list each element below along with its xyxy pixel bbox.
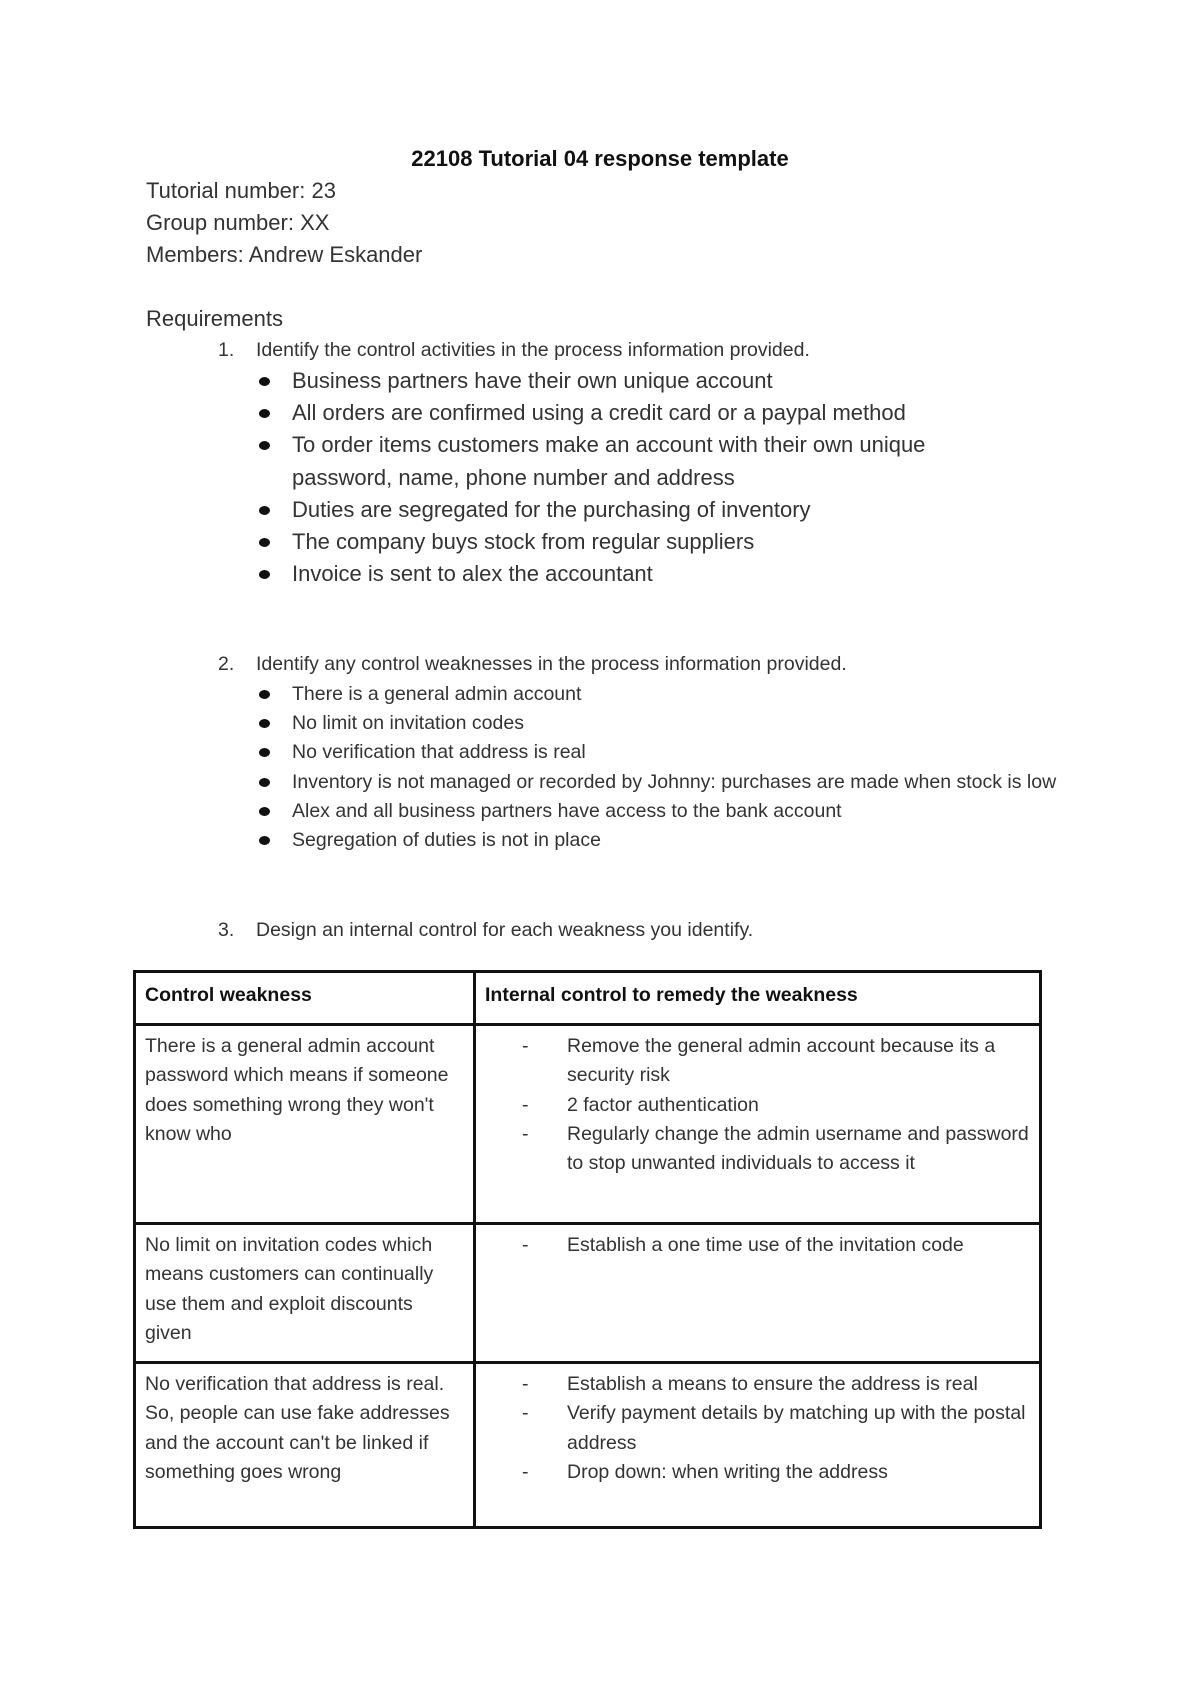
controls-cell [475, 1025, 1041, 1224]
question-number: 2. [218, 653, 235, 675]
controls-list [485, 1370, 1029, 1487]
list-item: The company buys stock from regular suppliers [256, 526, 1076, 558]
table-row [135, 1363, 1041, 1528]
control-item: - Remove the general admin account because its a security risk [522, 1032, 1029, 1091]
list-item: Inventory is not managed or recorded by Johnny: purchases are made when stock is low [256, 768, 1072, 797]
list-item: There is a general admin account [256, 680, 1076, 709]
list-item: All orders are confirmed using a credit card or a paypal method [256, 397, 1076, 429]
control-item: - 2 factor authentication [522, 1091, 1029, 1120]
control-item: - Establish a means to ensure the address is real [522, 1370, 1029, 1399]
weakness-cell: There is a general admin account password which means if someone does something wrong they won't know who [135, 1025, 475, 1224]
table-header-row [135, 972, 1041, 1025]
weakness-cell: No verification that address is real. So, people can use fake addresses and the account can't be linked if something goes wrong [135, 1363, 475, 1528]
list-item: No limit on invitation codes [256, 709, 1076, 738]
requirements-heading: Requirements [146, 306, 283, 331]
question-text: Design an internal control for each weakness you identify. [256, 919, 754, 941]
weakness-control-table [133, 970, 1042, 1529]
controls-list [485, 1032, 1029, 1178]
control-item: - Verify payment details by matching up with the postal address [522, 1399, 1029, 1458]
controls-list [485, 1231, 1029, 1260]
members: Members: Andrew Eskander [146, 242, 423, 267]
controls-cell [475, 1224, 1041, 1363]
control-item: - Regularly change the admin username and password to stop unwanted individuals to access it [522, 1120, 1029, 1179]
group-number: Group number: XX [146, 210, 330, 235]
list-item: Invoice is sent to alex the accountant [256, 558, 1076, 590]
list-item: No verification that address is real [256, 738, 1076, 767]
list-item: Segregation of duties is not in place [256, 826, 1076, 855]
question-text: Identify any control weaknesses in the process information provided. [256, 653, 847, 675]
list-item: Duties are segregated for the purchasing of inventory [256, 494, 1076, 526]
question-number: 1. [218, 339, 235, 361]
control-activities-list [256, 365, 1076, 590]
question-number: 3. [218, 919, 235, 941]
list-item: Business partners have their own unique account [256, 365, 1076, 397]
control-item: - Establish a one time use of the invitation code [522, 1231, 1029, 1260]
tutorial-number: Tutorial number: 23 [146, 178, 336, 203]
table-header-cell: Control weakness [135, 972, 475, 1025]
list-item: To order items customers make an account with their own unique password, name, phone number and address [256, 429, 1012, 493]
controls-cell [475, 1363, 1041, 1528]
weakness-cell: No limit on invitation codes which means customers can continually use them and exploit discounts given [135, 1224, 475, 1363]
control-weaknesses-list [256, 680, 1076, 855]
table-row [135, 1224, 1041, 1363]
question-text: Identify the control activities in the process information provided. [256, 339, 810, 361]
table-row [135, 1025, 1041, 1224]
list-item: Alex and all business partners have access to the bank account [256, 797, 1076, 826]
table-header-cell: Internal control to remedy the weakness [475, 972, 1041, 1025]
document-title: 22108 Tutorial 04 response template [411, 146, 789, 171]
control-item: - Drop down: when writing the address [522, 1458, 1029, 1487]
